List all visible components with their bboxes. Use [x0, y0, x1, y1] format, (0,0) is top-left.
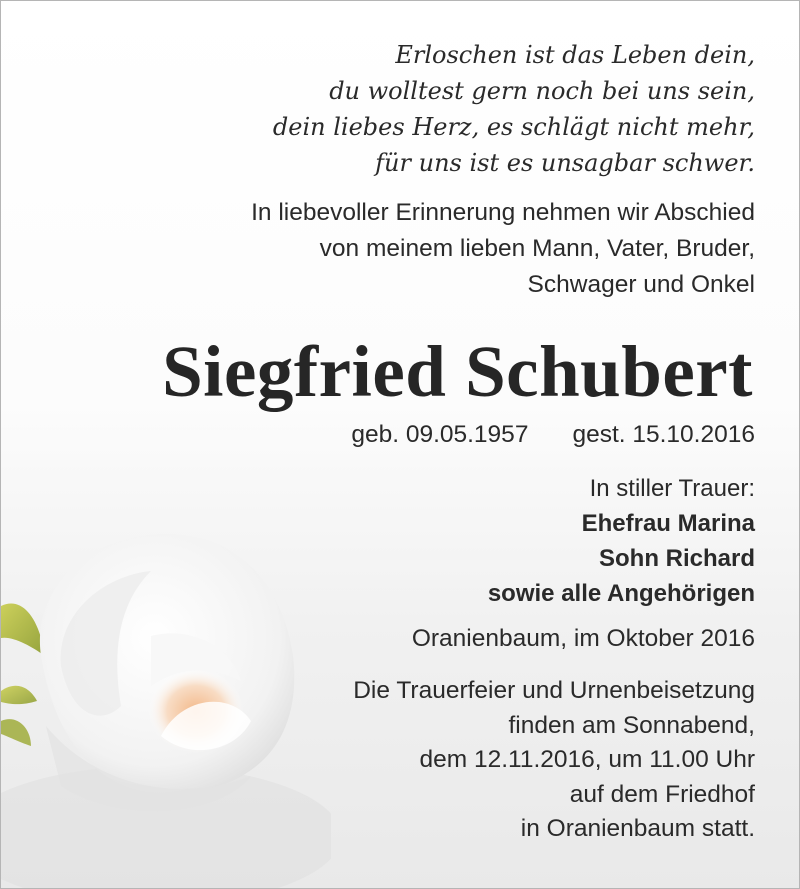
ceremony-line: dem 12.11.2016, um 11.00 Uhr	[419, 746, 755, 773]
death-date: gest. 15.10.2016	[572, 421, 755, 448]
ceremony-line: finden am Sonnabend,	[508, 711, 755, 739]
white-rose-image	[1, 506, 331, 888]
mourner-name: Sohn Richard	[598, 545, 755, 572]
mourners-heading: In stiller Trauer:	[589, 475, 755, 502]
intro-line: von meinem lieben Mann, Vater, Bruder,	[319, 235, 755, 262]
farewell-intro	[251, 195, 755, 303]
intro-line: Schwager und Onkel	[527, 271, 755, 298]
ceremony-info	[353, 674, 755, 847]
ceremony-line: in Oranienbaum statt.	[520, 815, 755, 842]
life-dates	[351, 419, 755, 451]
poem	[273, 37, 755, 181]
birth-date: geb. 09.05.1957	[351, 421, 529, 448]
place-date: Oranienbaum, im Oktober 2016	[411, 625, 755, 652]
poem-line: du wolltest gern noch bei uns sein,	[329, 77, 755, 105]
mourners	[488, 471, 755, 611]
deceased-name: Siegfried Schubert	[162, 331, 753, 412]
poem-line: für uns ist es unsagbar schwer.	[375, 149, 755, 177]
ceremony-line: Die Trauerfeier und Urnenbeisetzung	[353, 677, 755, 704]
poem-line: dein liebes Herz, es schlägt nicht mehr,	[272, 113, 755, 141]
poem-line: Erloschen ist das Leben dein,	[395, 41, 755, 69]
mourner-name: sowie alle Angehörigen	[487, 580, 755, 607]
intro-line: In liebevoller Erinnerung nehmen wir Abschied	[251, 199, 755, 226]
ceremony-line: auf dem Friedhof	[569, 780, 755, 808]
mourner-name: Ehefrau Marina	[581, 510, 755, 537]
